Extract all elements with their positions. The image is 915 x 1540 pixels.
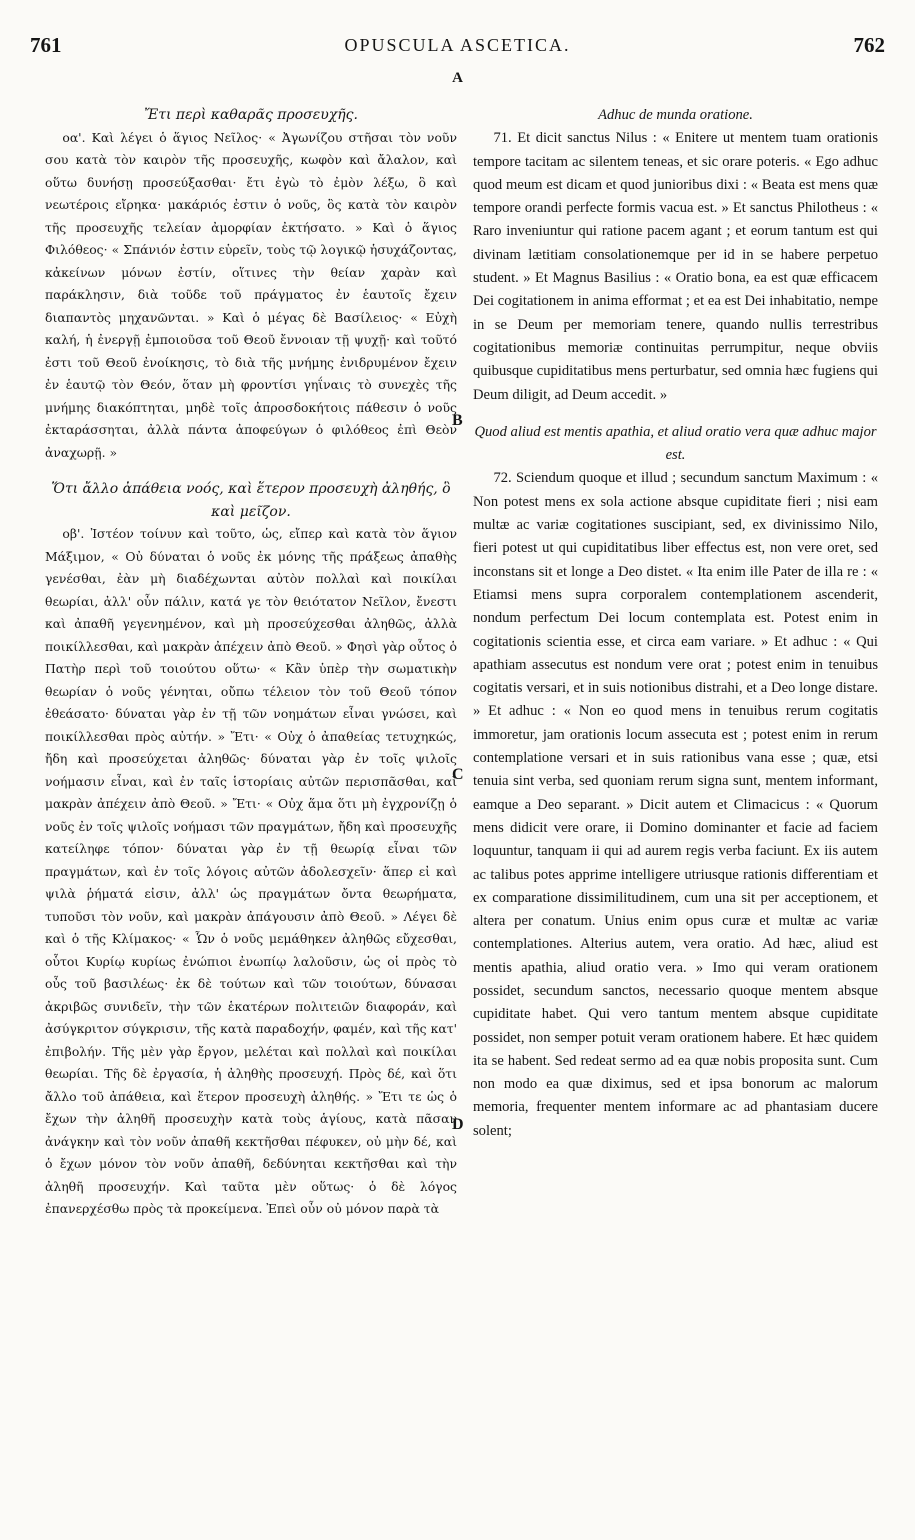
greek-paragraph-71: οα'. Καὶ λέγει ὁ ἅγιος Νεῖλος· « Ἀγωνίζου στῆσαι τὸν νοῦν σου κατὰ τὸν καιρὸν τῆς προσευχῆς, κωφὸν καὶ ἄλαλον, καὶ οὕτω δυνήσῃ προσεύξασθαι· ἔτι ἐγὼ τὸ ἐμὸν λέξω, ὃ καὶ νεωτέροις εἴρηκα· μακάριός ἐστιν ὁ νοῦς, ὃς κατὰ τὸν καιρὸν τῆς προσευχῆς τελείαν ἀμορφίαν ἐκτήσατο. » Καὶ ὁ ἅγιος Φιλόθεος· « Σπάνιόν ἐστιν εὑρεῖν, τοὺς τῷ λογικῷ ἡσυχάζοντας, κἀκείνων μόνων ἐστίν, οἵτινες τὴν θείαν χαρὰν καὶ παράκλησιν, διὰ τοῦδε τοῦ πράγματος ἐν ἑαυτοῖς ἔχειν διαπαντὸς μηχανῶνται. » Καὶ ὁ μέγας δὲ Βασίλειος· « Εὐχὴ καλή, ἡ ἐνεργῇ ἐμποιοῦσα τοῦ Θεοῦ ἔννοιαν τῇ ψυχῇ· καὶ τοῦτό ἐστι τοῦ Θεοῦ ἐνοίκησις, τὸ διὰ τῆς μνήμης ἐνιδρυμένον ἔχειν ἐν ἑαυτῷ τὸν Θεόν, ὅταν μὴ φροντίσι γηΐναις τὸ συνεχὲς τῆς μνήμης διακόπτηται, μηδὲ τοῖς ἀπροσδοκήτοις πάθεσιν ὁ νοῦς ἐκταράσσηται, ἀλλὰ πάντα ἀποφεύγων ὁ φιλόθεος ἐπὶ Θεὸν ἀναχωρῇ. » <box>45 129 457 460</box>
section-mark: A <box>452 70 463 86</box>
latin-heading-1: Adhuc de munda oratione. <box>598 107 753 123</box>
page-number-left: 761 <box>30 33 62 57</box>
greek-column <box>45 104 457 1221</box>
greek-heading-2: Ὅτι ἄλλο ἀπάθεια νοός, καὶ ἕτερον προσευχὴ ἀληθής, ὃ καὶ μεῖζον. <box>51 481 451 520</box>
latin-column <box>473 104 878 1143</box>
greek-paragraph-72: οβ'. Ἰστέον τοίνυν καὶ τοῦτο, ὡς, εἴπερ καὶ κατὰ τὸν ἅγιον Μάξιμον, « Οὐ δύναται ὁ νοῦς ἐκ μόνης τῆς πράξεως ἀπαθὴς γενέσθαι, ἐὰν μὴ διαδέχωνται αὐτὸν πολλαὶ καὶ ποικίλαι θεωρίαι, ἀλλ' οὖν πάλιν, κατά γε τὸν θειότατον Νεῖλον, ἔνεστι καὶ ἀπαθῆ γεγενημένον, καὶ μὴ προσεύχεσθαι ἀληθῶς, ἀλλὰ ποικίλλεσθαι, καὶ μακρὰν ἀπέχειν ἀπὸ Θεοῦ. » Φησὶ γὰρ οὗτος ὁ Πατὴρ περὶ τοῦ τοιούτου οὕτω· « Κἂν ὑπὲρ τὴν σωματικὴν θεωρίαν ὁ νοῦς γένηται, οὔπω τέλειον τὸν τοῦ Θεοῦ τόπον ἐθεάσατο· δύναται γὰρ ἐν τῇ τῶν νοημάτων εἶναι γνώσει, καὶ ποικίλλεσθαι πρὸς αὐτήν. » Ἔτι· « Οὐχ ὁ ἀπαθείας τετυχηκώς, ἤδη καὶ προσεύχεται ἀληθῶς· δύναται γὰρ ἐν τοῖς ψιλοῖς νοήμασιν εἶναι, καὶ ἐν ταῖς ἱστορίαις αὐτῶν περισπᾶσθαι, καὶ μακρὰν ἀπέχειν ἀπὸ Θεοῦ. » Ἔτι· « Οὐχ ἅμα ὅτι μὴ ἐγχρονίζῃ ὁ νοῦς ἐν τοῖς ψιλοῖς νοήμασι τῶν πραγμάτων, ἤδη καὶ προσευχῆς κατείληφε τόπον· δύναται γὰρ ἐν τῇ θεωρίᾳ εἶναι τῶν πραγμάτων, καὶ ἐν τοῖς λόγοις αὐτῶν ἀδολεσχεῖν· ἅπερ εἰ καὶ ψιλὰ ῥήματά εἰσιν, ἀλλ' ὡς πραγμάτων ὄντα θεωρήματα, τυποῦσι τὸν νοῦν, καὶ μακρὰν ἀπάγουσιν ἀπὸ Θεοῦ. » Λέγει δὲ καὶ ὁ τῆς Κλίμακος· « Ὧν ὁ νοῦς μεμάθηκεν ἀληθῶς εὔχεσθαι, οὗτοι Κυρίῳ κυρίως ἐνώπιοι ἐνωπίῳ λαλοῦσιν, ὡς οἱ πρὸς τὸ οὖς τοῦ βασιλέως· ἐκ δὲ τούτων καὶ τῶν τοιούτων, δύνασαι ἀκριβῶς συνιδεῖν, τὴν τῶν ἑκατέρων πολιτειῶν διαφοράν, καὶ ἀσύγκριτον σύγκρισιν, τῆς κατὰ παραδοχήν, φαμέν, καὶ τῆς κατ' ἐπιβολήν. Τῆς μὲν γὰρ ἔργον, μελέται καὶ πολλαὶ καὶ ποικίλαι θεωρίαι. Τῆς δὲ ἐργασία, ἡ ἀληθὴς προσευχή. Πρὸς δέ, καὶ ὅτι ἄλλο τοῦ ἀπάθεια, καὶ ἕτερον προσευχὴ ἀληθής. » Ἔτι τε ὡς ὁ ἔχων τὴν ἀληθῆ προσευχὴν κατὰ τοὺς ἁγίους, κατὰ πᾶσαν ἀνάγκην καὶ τὸν νοῦν ἀπαθῆ κεκτῆσθαι πέφυκεν, οὐ μὴν δέ, καὶ ὁ ἔχων μόνον τὸν νοῦν ἀπαθῆ, δεδύνηται κεκτῆσθαι καὶ τὴν ἀληθῆ προσευχήν. Καὶ ταῦτα μὲν οὕτως· ὁ δὲ λόγος ἐπανερχέσθω πρὸς τὰ προκείμενα. Ἐπεὶ οὖν οὐ μόνον παρὰ τὰ <box>45 526 457 1216</box>
latin-paragraph-72: 72. Sciendum quoque et illud ; secundum sanctum Maximum : « Non potest mens ex sola actione absque cupiditate fieri ; nisi eam multæ ac variæ cogitationes suscipiant, sed, ex divinissimo Nilo, fieri potest ut qui cupiditatibus liber effectus est, non vere oret, sed inconstans sit et longe a Deo distet. « Ita enim ille Pater de illa re : « Etiamsi mens supra corporalem contemplationem ascenderit, nondum perfectum Dei locum contemplata est. Potest enim in cogitationis scientia esse, et circa eam variare. » Et adhuc : « Qui apathiam assecutus est nondum vere orat ; potest enim in tenuibus cogitatis versari, et in suis notionibus distrahi, et a Deo longe distare. » Et adhuc : « Non eo quod mens in tenuibus rerum cogitatis immoretur, jam orationis locum assecuta est ; potest enim in rerum contemplatione versari et in suis rationibus vana esse ; quæ, etsi tenuia sint verba, sed quoniam rerum signa sunt, mentem informant, eamque a Deo separant. » Dicit autem et Climacicus : « Quorum mens didicit vere orare, ii Domino dominanter et facie ad faciem loquuntur, tanquam ii qui ad aurem regis verba faciunt. Ex iis autem ac talibus potes apprime intelligere utriusque rationis differentiam et ex comparatione dissimilitudinem, cum una sit per acceptionem, et altera per conatum. Unius enim opus curæ et multæ ac variæ contemplationes. Alterius autem, vera oratio. Ad hæc, aliud est mentis apathia, aliud oratio vera. » Imo qui veram orationem possidet, secundum sanctos, necessario quoque mentem absque cupiditate habet. Qui vero tantum mentem absque cupiditate possidet, non semper potuit veram orationem habere. Et hæc quidem ita se habent. Sed redeat sermo ad ea quæ nobis proposita sunt. Cum non modo ea quæ diximus, sed et ipsa bonorum ac malorum memoria, frequenter mentem informare ac ad phantasiam ducere solent; <box>473 470 878 1139</box>
greek-heading-1: Ἔτι περὶ καθαρᾶς προσευχῆς. <box>144 107 358 123</box>
page-header <box>28 33 887 59</box>
page-number-right: 762 <box>853 33 885 57</box>
margin-mark-c: C <box>452 766 464 783</box>
margin-mark-b: B <box>452 412 463 429</box>
margin-mark-d: D <box>452 1116 464 1133</box>
running-title: OPUSCULA ASCETICA. <box>344 35 571 55</box>
latin-paragraph-71: 71. Et dicit sanctus Nilus : « Enitere ut mentem tuam orationis tempore tacitam ac silentem teneas, et sic orare poteris. « Ego adhuc quod meum est dicam et quod junioribus dixi : « Beata est mens quæ tempore orandi perfecte formis vacua est. » Et sanctus Philotheus : « Raro inveniuntur qui ratione pacem agant ; et eorum tantum est qui divinam lætitiam consolationemque per id in se habere perpetuo student. » Et Magnus Basilius : « Oratio bona, ea est quæ efficacem Dei cogitationem in anima efformat ; et ea est Dei inhabitatio, nempe in se Deum per memoriam tenere, quando nullis terrestribus cogitationibus memoriæ continuitas perrumpitur, neque obviis quibusque cupiditatibus mens perturbatur, sed omnia hæc fugiens qui Deum diligit, ad Deum accedit. » <box>473 130 878 403</box>
latin-heading-2: Quod aliud est mentis apathia, et aliud oratio vera quæ adhuc major est. <box>474 423 877 464</box>
